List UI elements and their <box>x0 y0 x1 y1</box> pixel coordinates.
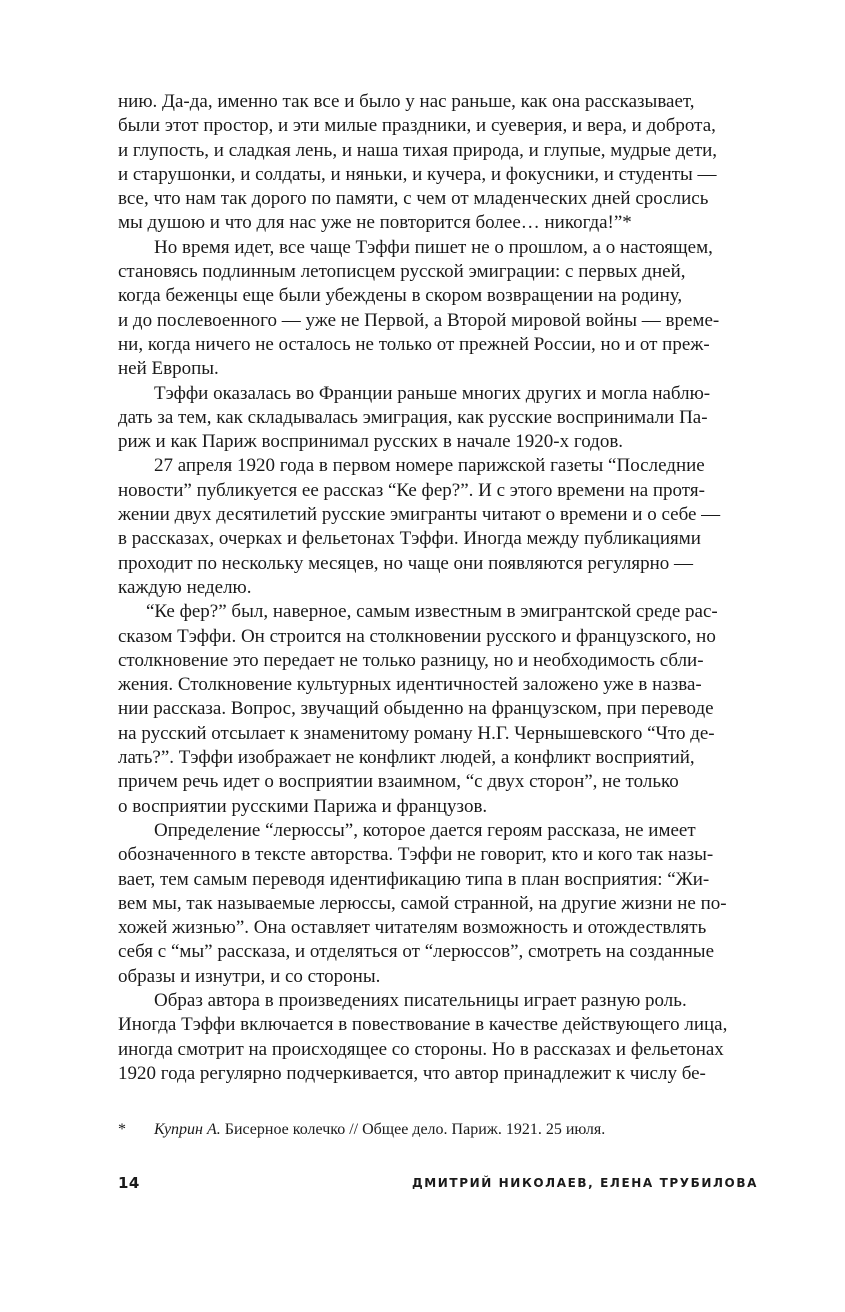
paragraph-start-line: “Ке фер?” был, наверное, самым известным в эмигрантской среде рас- <box>146 601 718 623</box>
paragraph-start-line: Тэффи оказалась во Франции раньше многих других и могла наблю- <box>154 382 711 404</box>
text-line: новости” публикуется ее рассказ “Ке фер?”. И с этого времени на протя- <box>118 479 705 501</box>
text-line: и глупость, и сладкая лень, и наша тихая природа, и глупые, мудрые дети, <box>118 139 718 161</box>
text-line: мы душою и что для нас уже не повторится более… никогда!”* <box>118 212 632 234</box>
text-line: причем речь идет о восприятии взаимном, “с двух сторон”, не только <box>118 771 679 793</box>
text-line: риж и как Париж воспринимал русских в начале 1920-х годов. <box>118 431 624 453</box>
text-line: становясь подлинным летописцем русской эмиграции: с первых дней, <box>118 261 686 283</box>
paragraph-start-line: Образ автора в произведениях писательницы играет разную роль. <box>154 989 687 1011</box>
footnote-author: Куприн А. <box>154 1121 221 1138</box>
text-line: в рассказах, очерках и фельетонах Тэффи. Иногда между публикациями <box>118 528 701 550</box>
text-line: каждую неделю. <box>118 576 252 598</box>
text-line: Иногда Тэффи включается в повествование в качестве действующего лица, <box>118 1014 728 1036</box>
text-line: себя с “мы” рассказа, и отделяться от “лерюссов”, смотреть на созданные <box>118 941 715 963</box>
footnote-marker: * <box>118 1121 126 1138</box>
footnote <box>118 1119 758 1141</box>
running-head: ДМИТРИЙ НИКОЛАЕВ, ЕЛЕНА ТРУБИЛОВА <box>411 1176 758 1190</box>
text-line: образы и изнутри, и со стороны. <box>118 965 381 987</box>
text-line: лать?”. Тэффи изображает не конфликт людей, а конфликт восприятий, <box>118 747 695 769</box>
text-line: сказом Тэффи. Он строится на столкновении русского и французского, но <box>118 625 716 647</box>
paragraph-start-line: Но время идет, все чаще Тэффи пишет не о прошлом, а о настоящем, <box>154 236 713 258</box>
text-line: проходит по нескольку месяцев, но чаще они появляются регулярно — <box>118 552 694 574</box>
footnote-text: Бисерное колечко // Общее дело. Париж. 1921. 25 июля. <box>220 1121 606 1138</box>
page-number: 14 <box>118 1174 140 1192</box>
text-line: нию. Да-да, именно так все и было у нас раньше, как она рассказывает, <box>118 91 695 112</box>
paragraph-start-line: 27 апреля 1920 года в первом номере парижской газеты “Последние <box>154 455 705 477</box>
text-line: и до послевоенного — уже не Первой, а Второй мировой войны — време- <box>118 309 720 331</box>
text-line: вем мы, так называемые лерюссы, самой странной, на другие жизни не по- <box>118 892 727 914</box>
text-line: все, что нам так дорого по памяти, с чем от младенческих дней срослись <box>118 188 709 210</box>
text-line: дать за тем, как складывалась эмиграция, как русские воспринимали Па- <box>118 406 708 428</box>
text-line: хожей жизнью”. Она оставляет читателям возможность и отождествлять <box>118 917 707 939</box>
text-line: иногда смотрит на происходящее со стороны. Но в рассказах и фельетонах <box>118 1038 724 1060</box>
body-text <box>118 90 758 1086</box>
paragraph-start-line: Определение “лерюссы”, которое дается героям рассказа, не имеет <box>154 819 696 841</box>
text-line: ни, когда ничего не осталось не только от прежней России, но и от преж- <box>118 333 710 355</box>
text-line: жения. Столкновение культурных идентичностей заложено уже в назва- <box>118 674 702 696</box>
text-line: и старушонки, и солдаты, и няньки, и кучера, и фокусники, и студенты — <box>118 163 717 185</box>
text-line: жении двух десятилетий русские эмигранты читают о времени и о себе — <box>118 504 721 526</box>
text-line: вает, тем самым переводя идентификацию типа в план восприятия: “Жи- <box>118 868 710 890</box>
text-line: 1920 года регулярно подчеркивается, что автор принадлежит к числу бе- <box>118 1062 706 1084</box>
text-line: на русский отсылает к знаменитому роману Н.Г. Чернышевского “Что де- <box>118 722 715 744</box>
text-line: столкновение это передает не только разницу, но и необходимость сбли- <box>118 649 704 671</box>
text-line: когда беженцы еще были убеждены в скором возвращении на родину, <box>118 285 683 307</box>
text-line: о восприятии русскими Парижа и французов. <box>118 795 488 817</box>
text-line: нии рассказа. Вопрос, звучащий обыденно на французском, при переводе <box>118 698 714 720</box>
text-line: ней Европы. <box>118 358 219 380</box>
text-line: были этот простор, и эти милые праздники, и суеверия, и вера, и доброта, <box>118 115 716 137</box>
text-line: обозначенного в тексте авторства. Тэффи не говорит, кто и кого так назы- <box>118 844 714 866</box>
